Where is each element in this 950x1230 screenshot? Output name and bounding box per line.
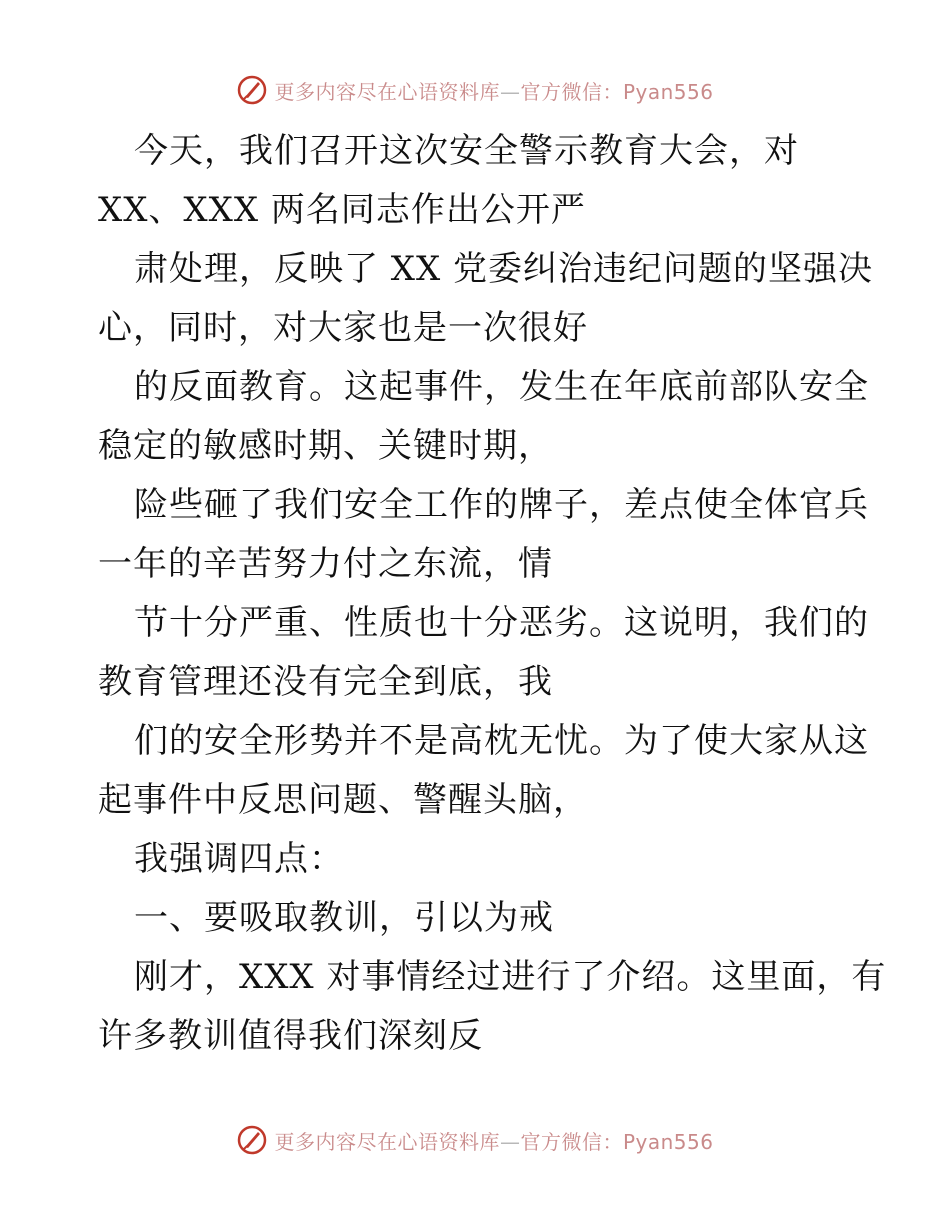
text-line: XX、XXX 两名同志作出公开严 <box>98 190 586 230</box>
text-line: 今天，我们召开这次安全警示教育大会，对 <box>134 131 799 171</box>
text-line: 我强调四点： <box>134 839 344 879</box>
text-line: 心，同时，对大家也是一次很好 <box>98 308 588 348</box>
document-body <box>98 122 887 1066</box>
text-line: 稳定的敏感时期、关键时期， <box>98 426 553 466</box>
text-line: 肃处理，反映了 XX 党委纠治违纪问题的坚强决 <box>134 249 874 289</box>
watermark-header <box>0 70 950 110</box>
text-line: 许多教训值得我们深刻反 <box>98 1016 483 1056</box>
watermark-footer <box>0 1120 950 1160</box>
text-line: 险些砸了我们安全工作的牌子，差点使全体官兵 <box>134 485 869 525</box>
text-line: 教育管理还没有完全到底，我 <box>98 662 553 702</box>
text-line: 的反面教育。这起事件，发生在年底前部队安全 <box>134 367 869 407</box>
quill-logo-icon <box>236 1124 268 1156</box>
text-line: 一、要吸取教训，引以为戒 <box>134 898 554 938</box>
text-line: 刚才，XXX 对事情经过进行了介绍。这里面，有 <box>134 957 887 997</box>
watermark-text: 更多内容尽在心语资料库—官方微信：Pyan556 <box>274 1129 714 1154</box>
quill-logo-icon <box>236 74 268 106</box>
text-line: 起事件中反思问题、警醒头脑， <box>98 780 588 820</box>
text-line: 一年的辛苦努力付之东流，情 <box>98 544 553 584</box>
text-line: 们的安全形势并不是高枕无忧。为了使大家从这 <box>134 721 869 761</box>
text-line: 节十分严重、性质也十分恶劣。这说明，我们的 <box>134 603 869 643</box>
watermark-text: 更多内容尽在心语资料库—官方微信：Pyan556 <box>274 79 714 104</box>
